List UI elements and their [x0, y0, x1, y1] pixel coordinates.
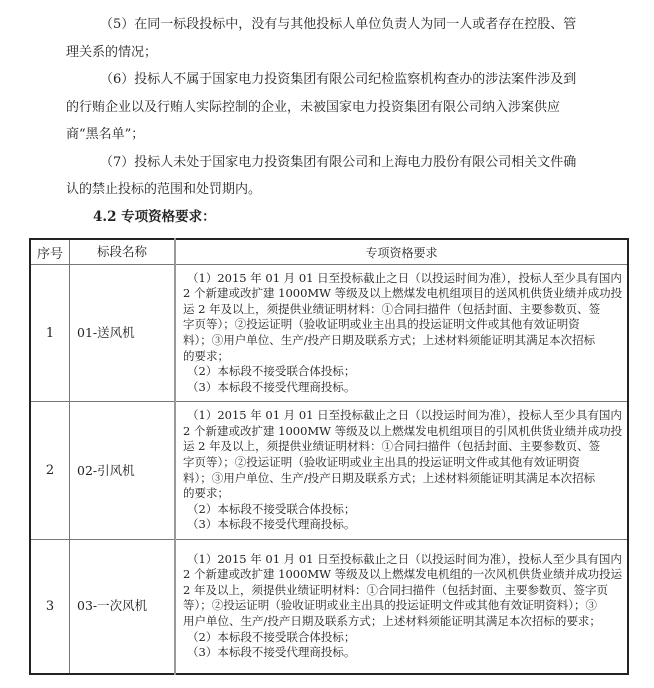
row-serial: 2: [30, 402, 70, 540]
requirement-line: 2 个新建或改扩建 1000MW 等级及以上燃煤发电机组的一次风机供货业绩并成功投运: [183, 567, 623, 582]
row-serial: 1: [30, 265, 70, 402]
row-requirements: [175, 402, 628, 540]
header-requirements: 专项资格要求: [175, 239, 628, 265]
requirement-line: 用户单位、生产/投产日期及联系方式；上述材料须能证明其满足本次招标的要求；: [183, 614, 601, 629]
requirement-line: 的要求；: [183, 486, 229, 501]
header-serial: 序号: [30, 239, 70, 265]
row-lot-name: 03-一次风机: [70, 540, 176, 674]
qualification-table: [29, 238, 629, 675]
table-row: [30, 540, 628, 674]
requirement-line: 运 2 年及以上，须提供业绩证明材料：①合同扫描件（包括封面、主要参数页、签: [183, 301, 601, 316]
section-heading: 4.2 专项资格要求：: [93, 209, 216, 225]
body-paragraphs: [0, 11, 654, 204]
requirement-line: 料）；③用户单位、生产/投产日期及联系方式；上述材料须能证明其满足本次招标: [183, 470, 596, 485]
requirement-line: 运 2 年及以上，须提供业绩证明材料：①合同扫描件（包括封面、主要参数页、签: [183, 439, 601, 454]
requirement-line: 2 个新建或改扩建 1000MW 等级及以上燃煤发电机组项目的送风机供货业绩并成功投: [183, 286, 623, 301]
row-serial: 3: [30, 540, 70, 674]
requirement-line: 字页等）；②投运证明（验收证明或业主出具的投运证明文件或其他有效证明资: [183, 317, 580, 332]
row-lot-name: 01-送风机: [70, 265, 176, 402]
requirement-line: 的要求；: [183, 348, 229, 363]
requirement-line: （3）本标段不接受代理商投标。: [187, 379, 356, 394]
requirement-line: （3）本标段不接受代理商投标。: [187, 517, 356, 532]
table-row: [30, 265, 628, 402]
requirement-line: 2 年及以上，须提供业绩证明材料：①合同扫描件（包括封面、主要参数页、签字页: [183, 582, 608, 597]
paragraph-line: （5）在同一标段投标中，没有与其他投标人单位负责人为同一人或者存在控股、管: [100, 17, 577, 32]
paragraph-line: （6）投标人不属于国家电力投资集团有限公司纪检监察机构查办的涉法案件涉及到: [100, 72, 577, 87]
row-requirements: [175, 265, 628, 402]
paragraph-line: 的行贿企业以及行贿人实际控制的企业，未被国家电力投资集团有限公司纳入涉案供应: [66, 99, 561, 115]
requirement-line: （1）2015 年 01 月 01 日至投标截止之日（以投运时间为准），投标人至少具有国内: [187, 408, 622, 423]
header-lot-name: 标段名称: [70, 239, 176, 265]
row-lot-name: 02-引风机: [70, 402, 176, 540]
paragraph-line: （7）投标人未处于国家电力投资集团有限公司和上海电力股份有限公司相关文件确: [100, 154, 577, 170]
requirement-line: （2）本标段不接受联合体投标；: [187, 501, 356, 516]
paragraph-line: 理关系的情况；: [66, 44, 158, 60]
table-row: [30, 402, 628, 540]
requirement-line: 料）；③用户单位、生产/投产日期及联系方式；上述材料须能证明其满足本次招标: [183, 333, 596, 347]
requirement-line: （3）本标段不接受代理商投标。: [187, 645, 356, 660]
requirement-line: 等）；②投运证明（验收证明或业主出具的投运证明文件或其他有效证明资料）；③: [183, 598, 597, 613]
paragraph-line: 商“黑名单”；: [66, 127, 145, 142]
requirement-line: 字页等）；②投运证明（验收证明或业主出具的投运证明文件或其他有效证明资: [183, 454, 580, 469]
requirement-line: （2）本标段不接受联合体投标；: [187, 629, 356, 644]
row-requirements: [175, 540, 628, 674]
requirement-line: （2）本标段不接受联合体投标；: [187, 364, 356, 379]
requirement-line: （1）2015 年 01 月 01 日至投标截止之日（以投运时间为准），投标人至少具有国内: [187, 551, 622, 566]
paragraph-line: 认的禁止投标的范围和处罚期内。: [66, 182, 262, 197]
requirement-line: 2 个新建或改扩建 1000MW 等级及以上燃煤发电机组项目的引风机供货业绩并成功投: [183, 423, 623, 438]
requirement-line: （1）2015 年 01 月 01 日至投标截止之日（以投运时间为准），投标人至少具有国内: [187, 270, 622, 285]
table-header-row: [30, 239, 628, 265]
